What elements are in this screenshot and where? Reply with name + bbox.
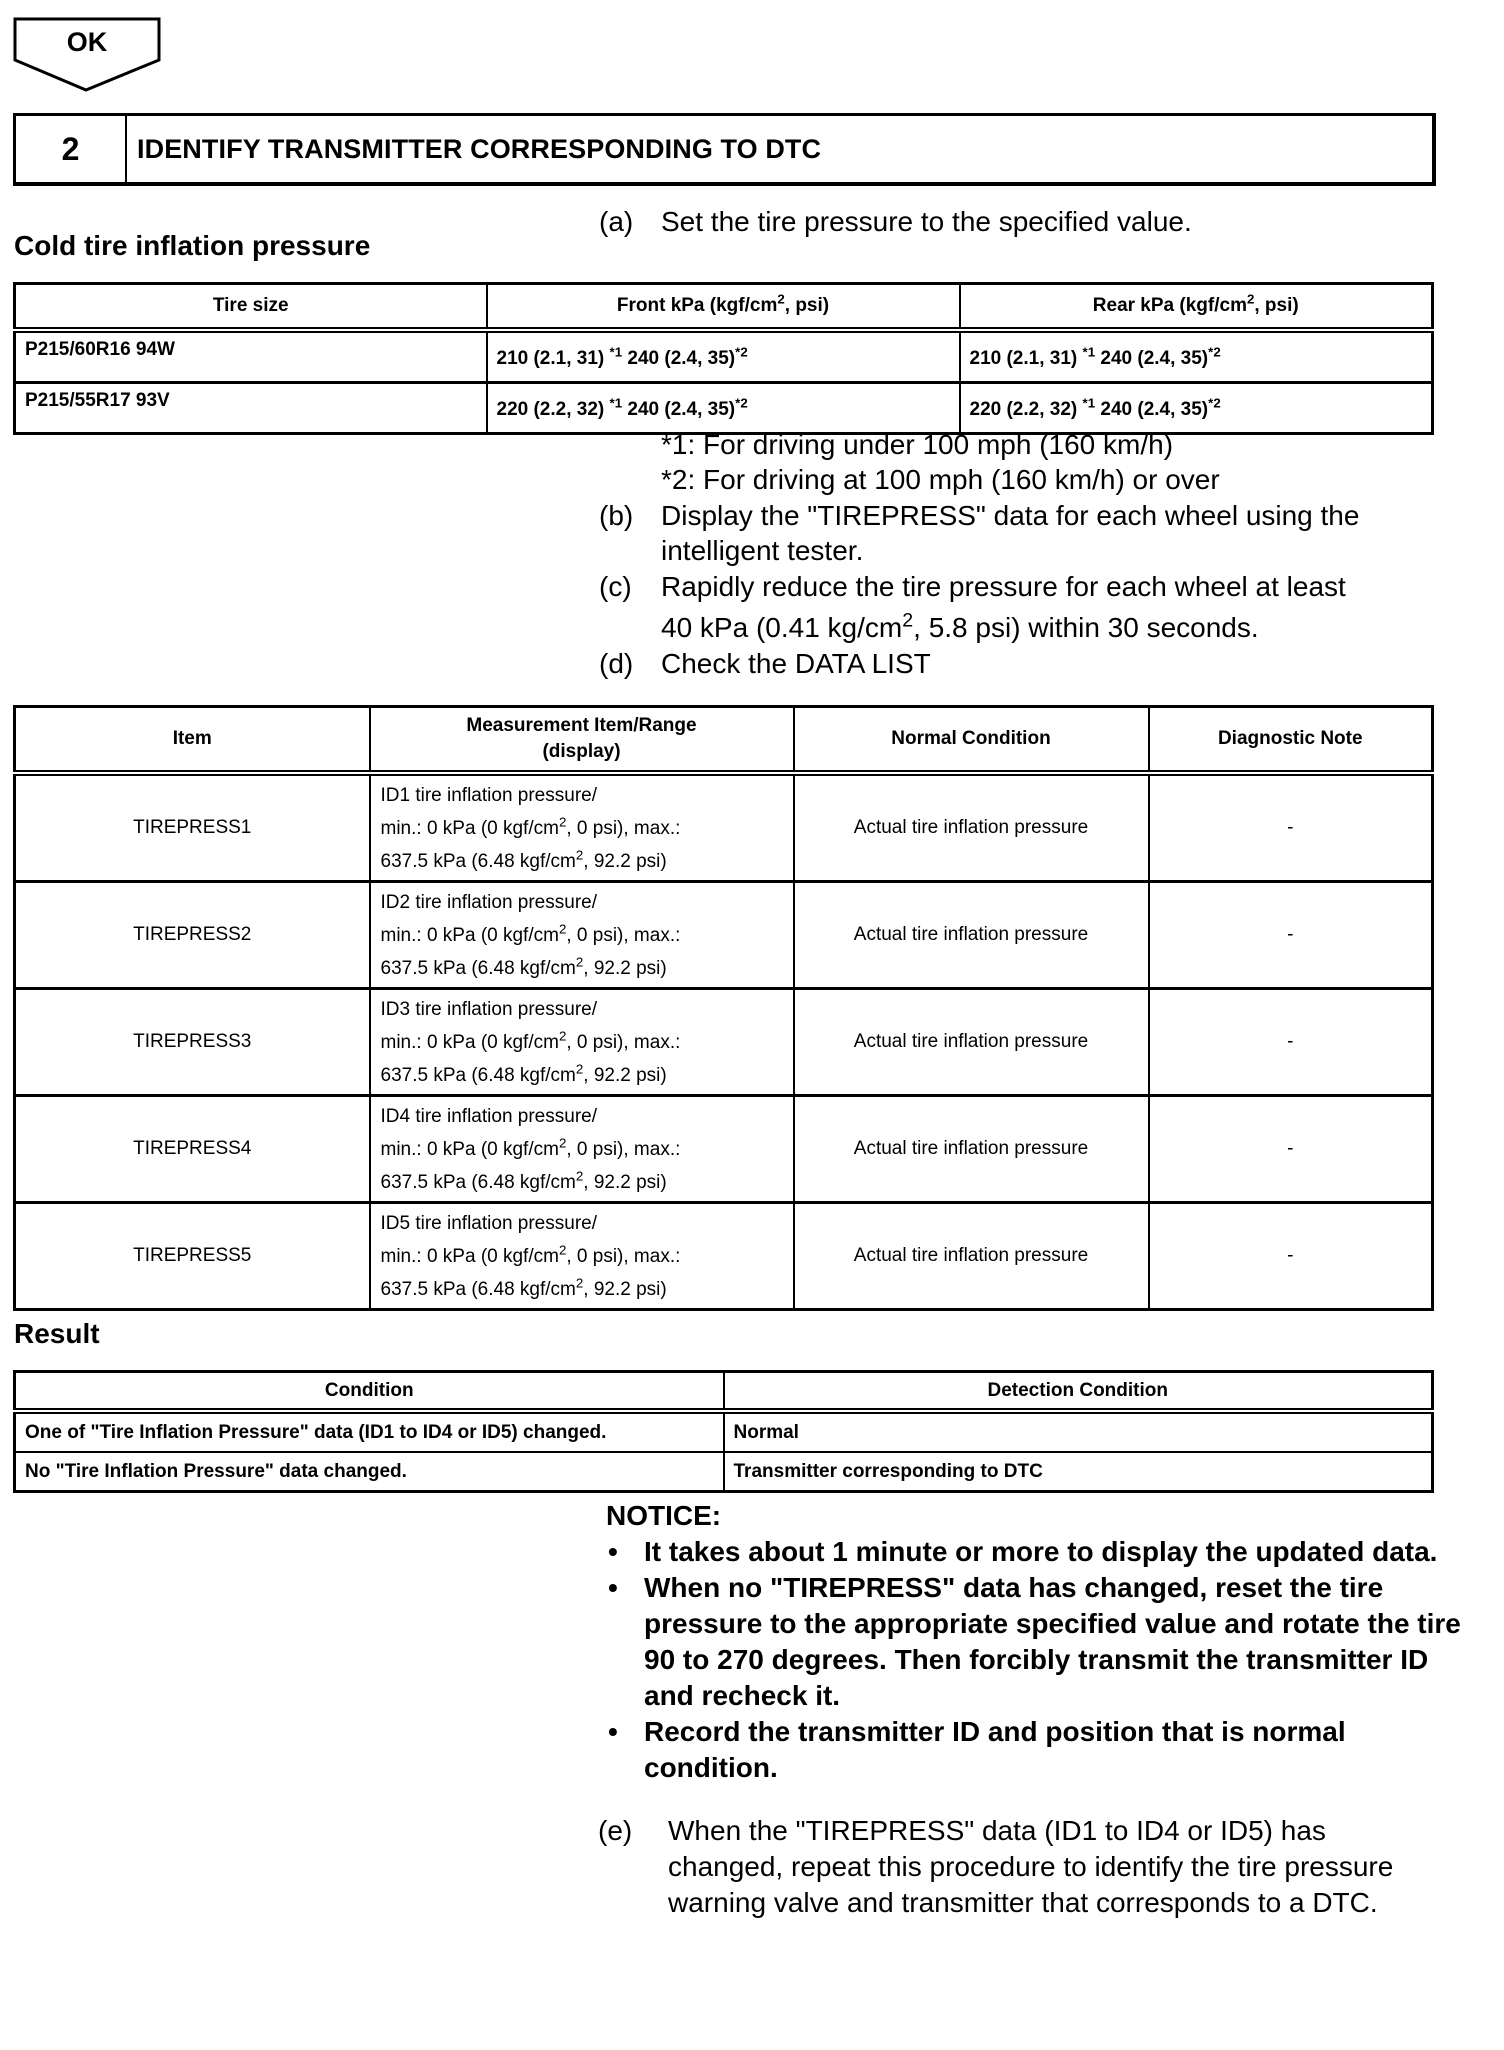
cell-normal-condition: Actual tire inflation pressure [794, 989, 1149, 1096]
step-label: (b) [599, 500, 634, 531]
table-row [15, 1096, 1433, 1203]
step-number: 2 [16, 116, 127, 182]
data-list-table [13, 705, 1434, 1311]
footnote-1: *1: For driving under 100 mph (160 km/h) [661, 429, 1174, 460]
table-row [15, 882, 1433, 989]
step-title: IDENTIFY TRANSMITTER CORRESPONDING TO DTC [137, 133, 822, 164]
cell-item: TIREPRESS3 [15, 989, 370, 1096]
step-label: (e) [598, 1815, 633, 1846]
step-b-line2: intelligent tester. [661, 535, 864, 566]
table-row [15, 989, 1433, 1096]
header-detection-condition: Detection Condition [724, 1372, 1433, 1412]
cell-condition: One of "Tire Inflation Pressure" data (ID1 to ID4 or ID5) changed. [15, 1411, 724, 1452]
notice-item: • Record the transmitter ID and position that is normal condition. [608, 1716, 1346, 1783]
header-diagnostic-note: Diagnostic Note [1149, 707, 1433, 774]
table-row [15, 330, 1433, 383]
cell-normal-condition: Actual tire inflation pressure [794, 1096, 1149, 1203]
table-row [15, 1203, 1433, 1310]
step-b-line1: Display the "TIREPRESS" data for each wheel using the [661, 500, 1360, 531]
cell-normal-condition: Actual tire inflation pressure [794, 1203, 1149, 1310]
result-heading: Result [14, 1318, 100, 1349]
cell-normal-condition: Actual tire inflation pressure [794, 773, 1149, 882]
header-item: Item [15, 707, 370, 774]
step-header [13, 113, 1436, 186]
notice-title: NOTICE: [606, 1500, 722, 1531]
cell-item: TIREPRESS4 [15, 1096, 370, 1203]
step-c-line2: 40 kPa (0.41 $kg/cm^2$, 5.8 psi) within 30 seconds. [661, 609, 1259, 643]
cell-diagnostic-note: - [1149, 882, 1433, 989]
table-row [15, 383, 1433, 434]
cell-diagnostic-note: - [1149, 1096, 1433, 1203]
cell-range: ID5 tire inflation pressure/ min.: 0 kPa (0 kgf/$cm^2$, 0 psi), max.: 637.5 kPa (6.48 kgf/$cm^2$, 92.2 psi) [370, 1203, 794, 1310]
cell-tire-size: P215/55R17 93V [15, 383, 487, 434]
step-text: Set the tire pressure to the specified value. [661, 206, 1192, 237]
cell-rear: 210 (2.1, 31) $^{*1}$ 240 (2.4, 35)$^{*2}$ [960, 330, 1433, 383]
cell-diagnostic-note: - [1149, 989, 1433, 1096]
cell-diagnostic-note: - [1149, 773, 1433, 882]
notice-list [606, 1534, 1466, 1786]
table-header-row [15, 1372, 1433, 1412]
cell-item: TIREPRESS5 [15, 1203, 370, 1310]
notice-block [606, 1498, 1466, 1786]
footnote-2: *2: For driving at 100 mph (160 km/h) or over [661, 464, 1220, 495]
header-front: Front kPa ($kgf/cm^2$, psi) [487, 284, 960, 331]
cell-range: ID2 tire inflation pressure/ min.: 0 kPa (0 kgf/$cm^2$, 0 psi), max.: 637.5 kPa (6.48 kgf/$cm^2$, 92.2 psi) [370, 882, 794, 989]
table-row [15, 773, 1433, 882]
cell-front: 220 (2.2, 32) $^{*1}$ 240 (2.4, 35)$^{*2}$ [487, 383, 960, 434]
table-header-row [15, 707, 1433, 774]
procedure-steps-b-to-d [599, 427, 1459, 707]
cell-tire-size: P215/60R16 94W [15, 330, 487, 383]
header-measurement-range: Measurement Item/Range (display) [370, 707, 794, 774]
cell-diagnostic-note: - [1149, 1203, 1433, 1310]
step-label: (d) [599, 648, 634, 679]
cell-detection: Transmitter corresponding to DTC [724, 1452, 1433, 1492]
cell-item: TIREPRESS2 [15, 882, 370, 989]
notice-item: • When no "TIREPRESS" data has changed, reset the tire pressure to the appropriate specified value and rotate the tire 90 to 270 degrees. Then forcibly transmit the transmitter ID and recheck it. [608, 1572, 1461, 1711]
cold-tire-pressure-table [13, 282, 1434, 435]
notice-item: • It takes about 1 minute or more to display the updated data. [606, 1534, 1466, 1570]
header-tire-size: Tire size [15, 284, 487, 331]
cell-item: TIREPRESS1 [15, 773, 370, 882]
procedure-step-a [599, 204, 1459, 240]
table-row [15, 1411, 1433, 1452]
table-header-row [15, 284, 1433, 331]
cell-detection: Normal [724, 1411, 1433, 1452]
bullet-icon: • [608, 1536, 618, 1567]
cell-rear: 220 (2.2, 32) $^{*1}$ 240 (2.4, 35)$^{*2}$ [960, 383, 1433, 434]
header-normal-condition: Normal Condition [794, 707, 1149, 774]
step-label: (a) [599, 206, 634, 237]
step-label: (c) [599, 571, 632, 602]
ok-label: OK [66, 27, 108, 57]
step-c-line1: Rapidly reduce the tire pressure for each wheel at least [661, 571, 1346, 602]
cold-tire-heading: Cold tire inflation pressure [14, 230, 371, 261]
cell-range: ID3 tire inflation pressure/ min.: 0 kPa (0 kgf/$cm^2$, 0 psi), max.: 637.5 kPa (6.48 kgf/$cm^2$, 92.2 psi) [370, 989, 794, 1096]
cell-front: 210 (2.1, 31) $^{*1}$ 240 (2.4, 35)$^{*2}$ [487, 330, 960, 383]
header-rear: Rear kPa ($kgf/cm^2$, psi) [960, 284, 1433, 331]
bullet-icon: • [608, 1572, 618, 1603]
ok-result-marker [13, 17, 161, 93]
cell-normal-condition: Actual tire inflation pressure [794, 882, 1149, 989]
result-table [13, 1370, 1434, 1493]
cell-range: ID4 tire inflation pressure/ min.: 0 kPa (0 kgf/$cm^2$, 0 psi), max.: 637.5 kPa (6.48 kgf/$cm^2$, 92.2 psi) [370, 1096, 794, 1203]
header-condition: Condition [15, 1372, 724, 1412]
table-row [15, 1452, 1433, 1492]
step-text: When the "TIREPRESS" data (ID1 to ID4 or ID5) has changed, repeat this procedure to identify the tire pressure warning valve and transmitter that corresponds to a DTC. [668, 1815, 1394, 1918]
cell-condition: No "Tire Inflation Pressure" data changed. [15, 1452, 724, 1492]
cell-range: ID1 tire inflation pressure/ min.: 0 kPa (0 kgf/$cm^2$, 0 psi), max.: 637.5 kPa (6.48 kgf/$cm^2$, 92.2 psi) [370, 773, 794, 882]
bullet-icon: • [608, 1716, 618, 1747]
step-d-text: Check the DATA LIST [661, 648, 931, 679]
